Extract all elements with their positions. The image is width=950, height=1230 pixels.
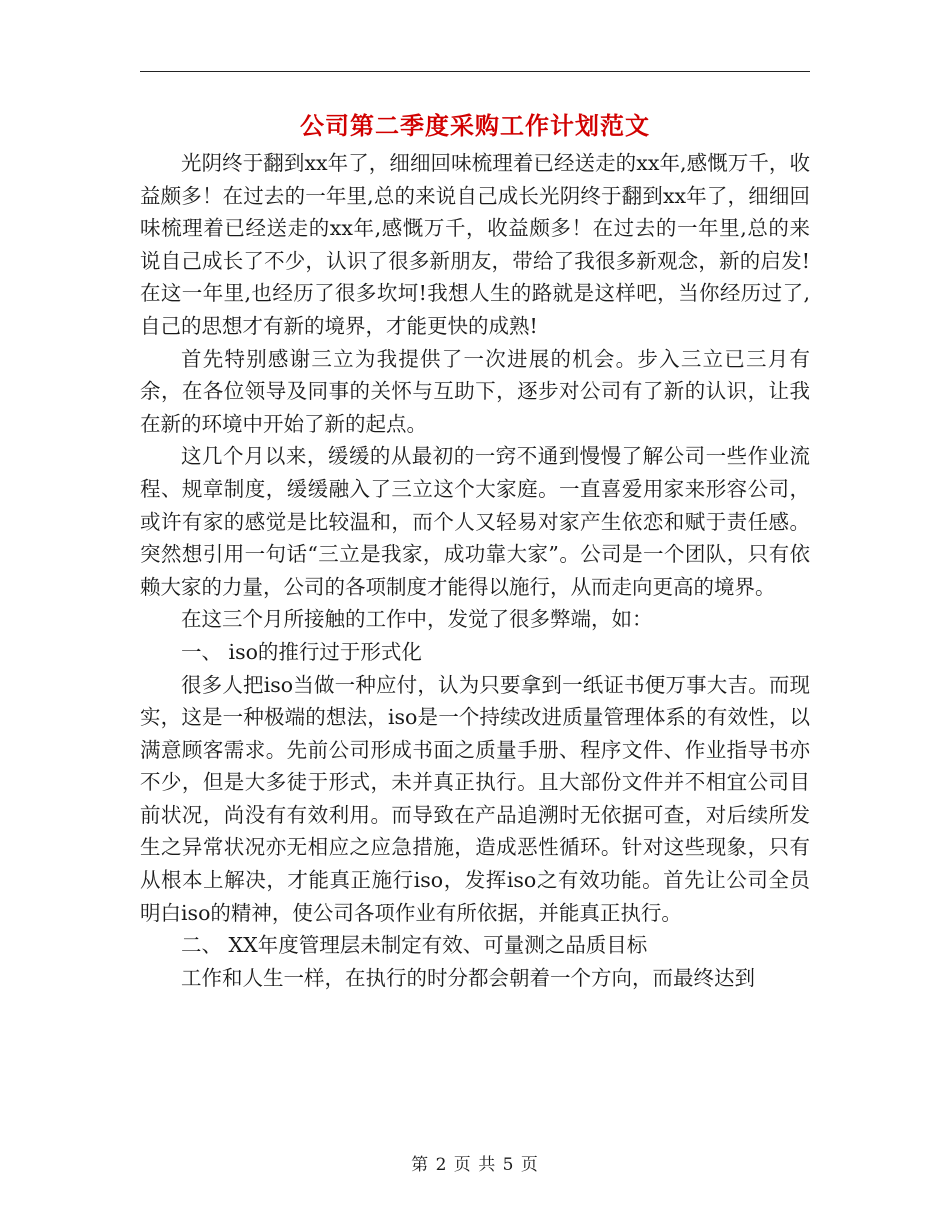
page-number: 第 2 页 共 5 页 <box>411 1155 539 1175</box>
paragraph: 首先特别感谢三立为我提供了一次进展的机会。步入三立已三月有余，在各位领导及同事的关怀与互助下，逐步对公司有了新的认识，让我在新的环境中开始了新的起点。 <box>140 346 810 436</box>
section-heading: 一、 iso的推行过于形式化 <box>181 639 422 664</box>
paragraph: 工作和人生一样，在执行的时分都会朝着一个方向，而最终达到 <box>181 965 755 990</box>
paragraph: 很多人把iso当做一种应付，认为只要拿到一纸证书便万事大吉。而现实，这是一种极端的想法，iso是一个持续改进质量管理体系的有效性，以满意顾客需求。先前公司形成书面之质量手册、程序文件、作业指导书亦不少，但是大多徒于形式，未并真正执行。且大部份文件并不相宜公司目前状况，尚没有有效利用。而导致在产品追溯时无依据可查，对后续所发生之异常状况亦无相应之应急措施，造成恶性循环。针对这些现象，只有从根本上解决，才能真正施行iso，发挥iso之有效功能。首先让公司全员明白iso的精神，使公司各项作业有所依据，并能真正执行。 <box>140 672 810 925</box>
document-body <box>140 147 810 994</box>
header-rule <box>140 71 810 72</box>
paragraph: 这几个月以来，缓缓的从最初的一窍不通到慢慢了解公司一些作业流程、规章制度，缓缓融入了三立这个大家庭。一直喜爱用家来形容公司，或许有家的感觉是比较温和，而个人又轻易对家产生依恋和赋于责任感。突然想引用一句话“三立是我家，成功靠大家”。公司是一个团队，只有依赖大家的力量，公司的各项制度才能得以施行，从而走向更高的境界。 <box>140 444 810 599</box>
paragraph: 光阴终于翻到xx年了，细细回味梳理着已经送走的xx年,感慨万千，收益颇多！在过去的一年里,总的来说自己成长光阴终于翻到xx年了，细细回味梳理着已经送走的xx年,感慨万千，收益颇多！在过去的一年里,总的来说自己成长了不少，认识了很多新朋友，带给了我很多新观念，新的启发!在这一年里,也经历了很多坎坷!我想人生的路就是这样吧，当你经历过了,自己的思想才有新的境界，才能更快的成熟! <box>140 151 810 338</box>
section-heading: 二、 XX年度管理层未制定有效、可量测之品质目标 <box>181 933 648 958</box>
paragraph: 在这三个月所接触的工作中，发觉了很多弊端，如： <box>181 607 653 632</box>
document-title: 公司第二季度采购工作计划范文 <box>300 111 650 140</box>
